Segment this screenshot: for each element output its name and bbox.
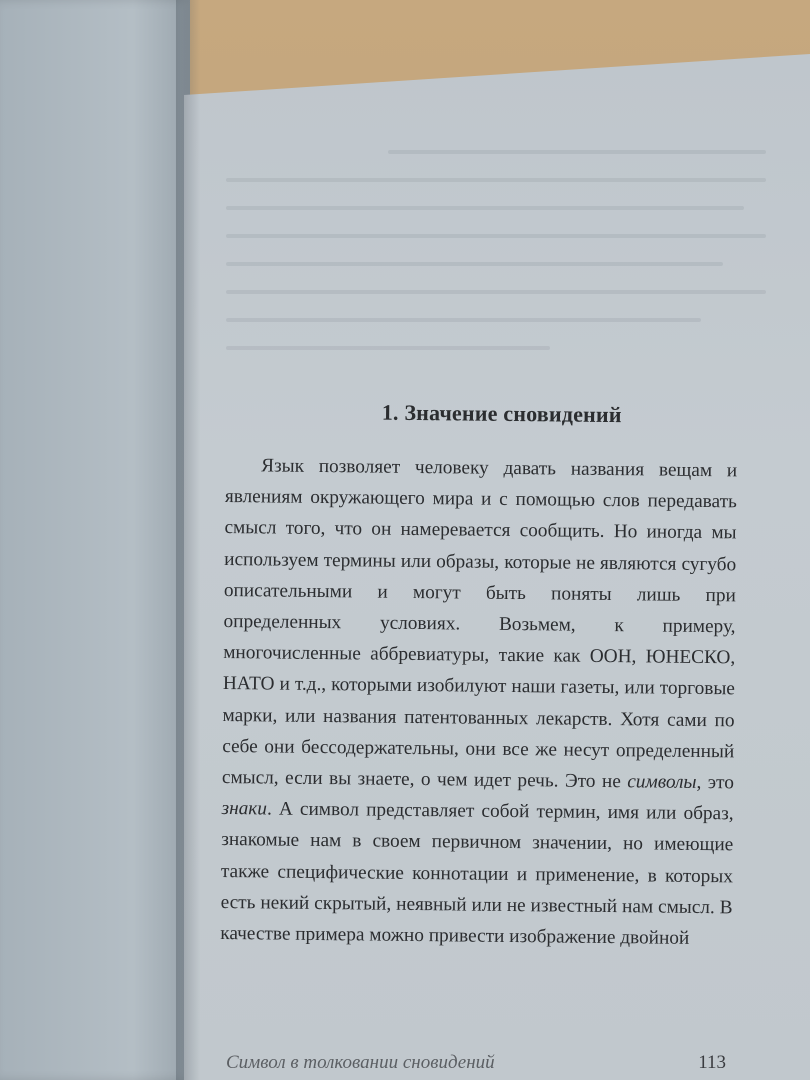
running-footer-title: Символ в толковании сновидений <box>226 1052 495 1073</box>
book-gutter <box>176 0 200 1080</box>
section-heading: 1. Значение сновидений <box>381 399 622 428</box>
paragraph-text-part-3: . А символ представляет собой термин, имя или образ, знакомые нам в своем первичном значении, но имеющие также специфические коннотации и применение, в которых есть некий скрытый, неявный или не известный нам смысл. В качестве примера можно привести изображение двойной <box>220 798 734 949</box>
page-content <box>220 390 738 955</box>
body-text <box>220 450 737 955</box>
show-through-text <box>226 150 766 390</box>
emphasis-symbols: символы <box>627 771 697 793</box>
left-page <box>0 0 190 1080</box>
paragraph <box>220 450 737 955</box>
paragraph-text-part-2: , это <box>696 771 735 794</box>
emphasis-signs: знаки <box>221 798 268 820</box>
page-number: 113 <box>698 1052 726 1073</box>
paragraph-text-part-1: Язык позволяет человеку давать названия вещам и явлениям окружающего мира и с помощью слов передавать смысл того, что он намеревается сообщить. Но иногда мы используем термины или образы, которые не являются сугубо описательными и могут быть поняты лишь при определенных условиях. Возьмем, к примеру, многочисленные аббревиатуры, такие как ООН, ЮНЕСКО, НАТО и т.д., которыми изобилуют наши газеты, или торговые марки, или названия патентованных лекарств. Хотя сами по себе они бессодержательны, они все же несут определенный смысл, если вы знаете, о чем идет речь. Это не <box>221 455 738 793</box>
